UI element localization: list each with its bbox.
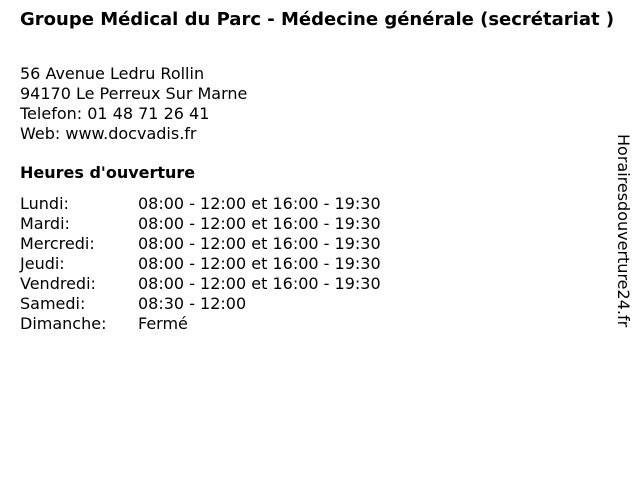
website: Web: www.docvadis.fr [20,124,197,143]
street-address: 56 Avenue Ledru Rollin [20,64,205,83]
hours-row-lundi [20,194,381,214]
address-block [20,64,247,144]
day-label: Dimanche: [20,314,107,333]
time-value: 08:00 - 12:00 et 16:00 - 19:30 [138,254,381,273]
hours-row-dimanche [20,314,381,334]
phone-number: Telefon: 01 48 71 26 41 [20,104,210,123]
hours-heading: Heures d'ouverture [20,163,196,182]
hours-row-mardi [20,214,381,234]
day-label: Mercredi: [20,234,95,253]
page-title: Groupe Médical du Parc - Médecine générale (secrétariat ) [20,9,615,30]
opening-hours-table [20,194,381,334]
hours-row-mercredi [20,234,381,254]
day-label: Mardi: [20,214,70,233]
hours-row-vendredi [20,274,381,294]
day-label: Vendredi: [20,274,96,293]
time-value: Fermé [138,314,188,333]
time-value: 08:30 - 12:00 [138,294,247,313]
time-value: 08:00 - 12:00 et 16:00 - 19:30 [138,274,381,293]
hours-row-samedi [20,294,381,314]
city-address: 94170 Le Perreux Sur Marne [20,84,248,103]
time-value: 08:00 - 12:00 et 16:00 - 19:30 [138,214,381,233]
day-label: Lundi: [20,194,69,213]
hours-row-jeudi [20,254,381,274]
time-value: 08:00 - 12:00 et 16:00 - 19:30 [138,194,381,213]
day-label: Samedi: [20,294,86,313]
watermark-text: Horairesdouverture24.fr [614,134,633,328]
day-label: Jeudi: [20,254,65,273]
time-value: 08:00 - 12:00 et 16:00 - 19:30 [138,234,381,253]
